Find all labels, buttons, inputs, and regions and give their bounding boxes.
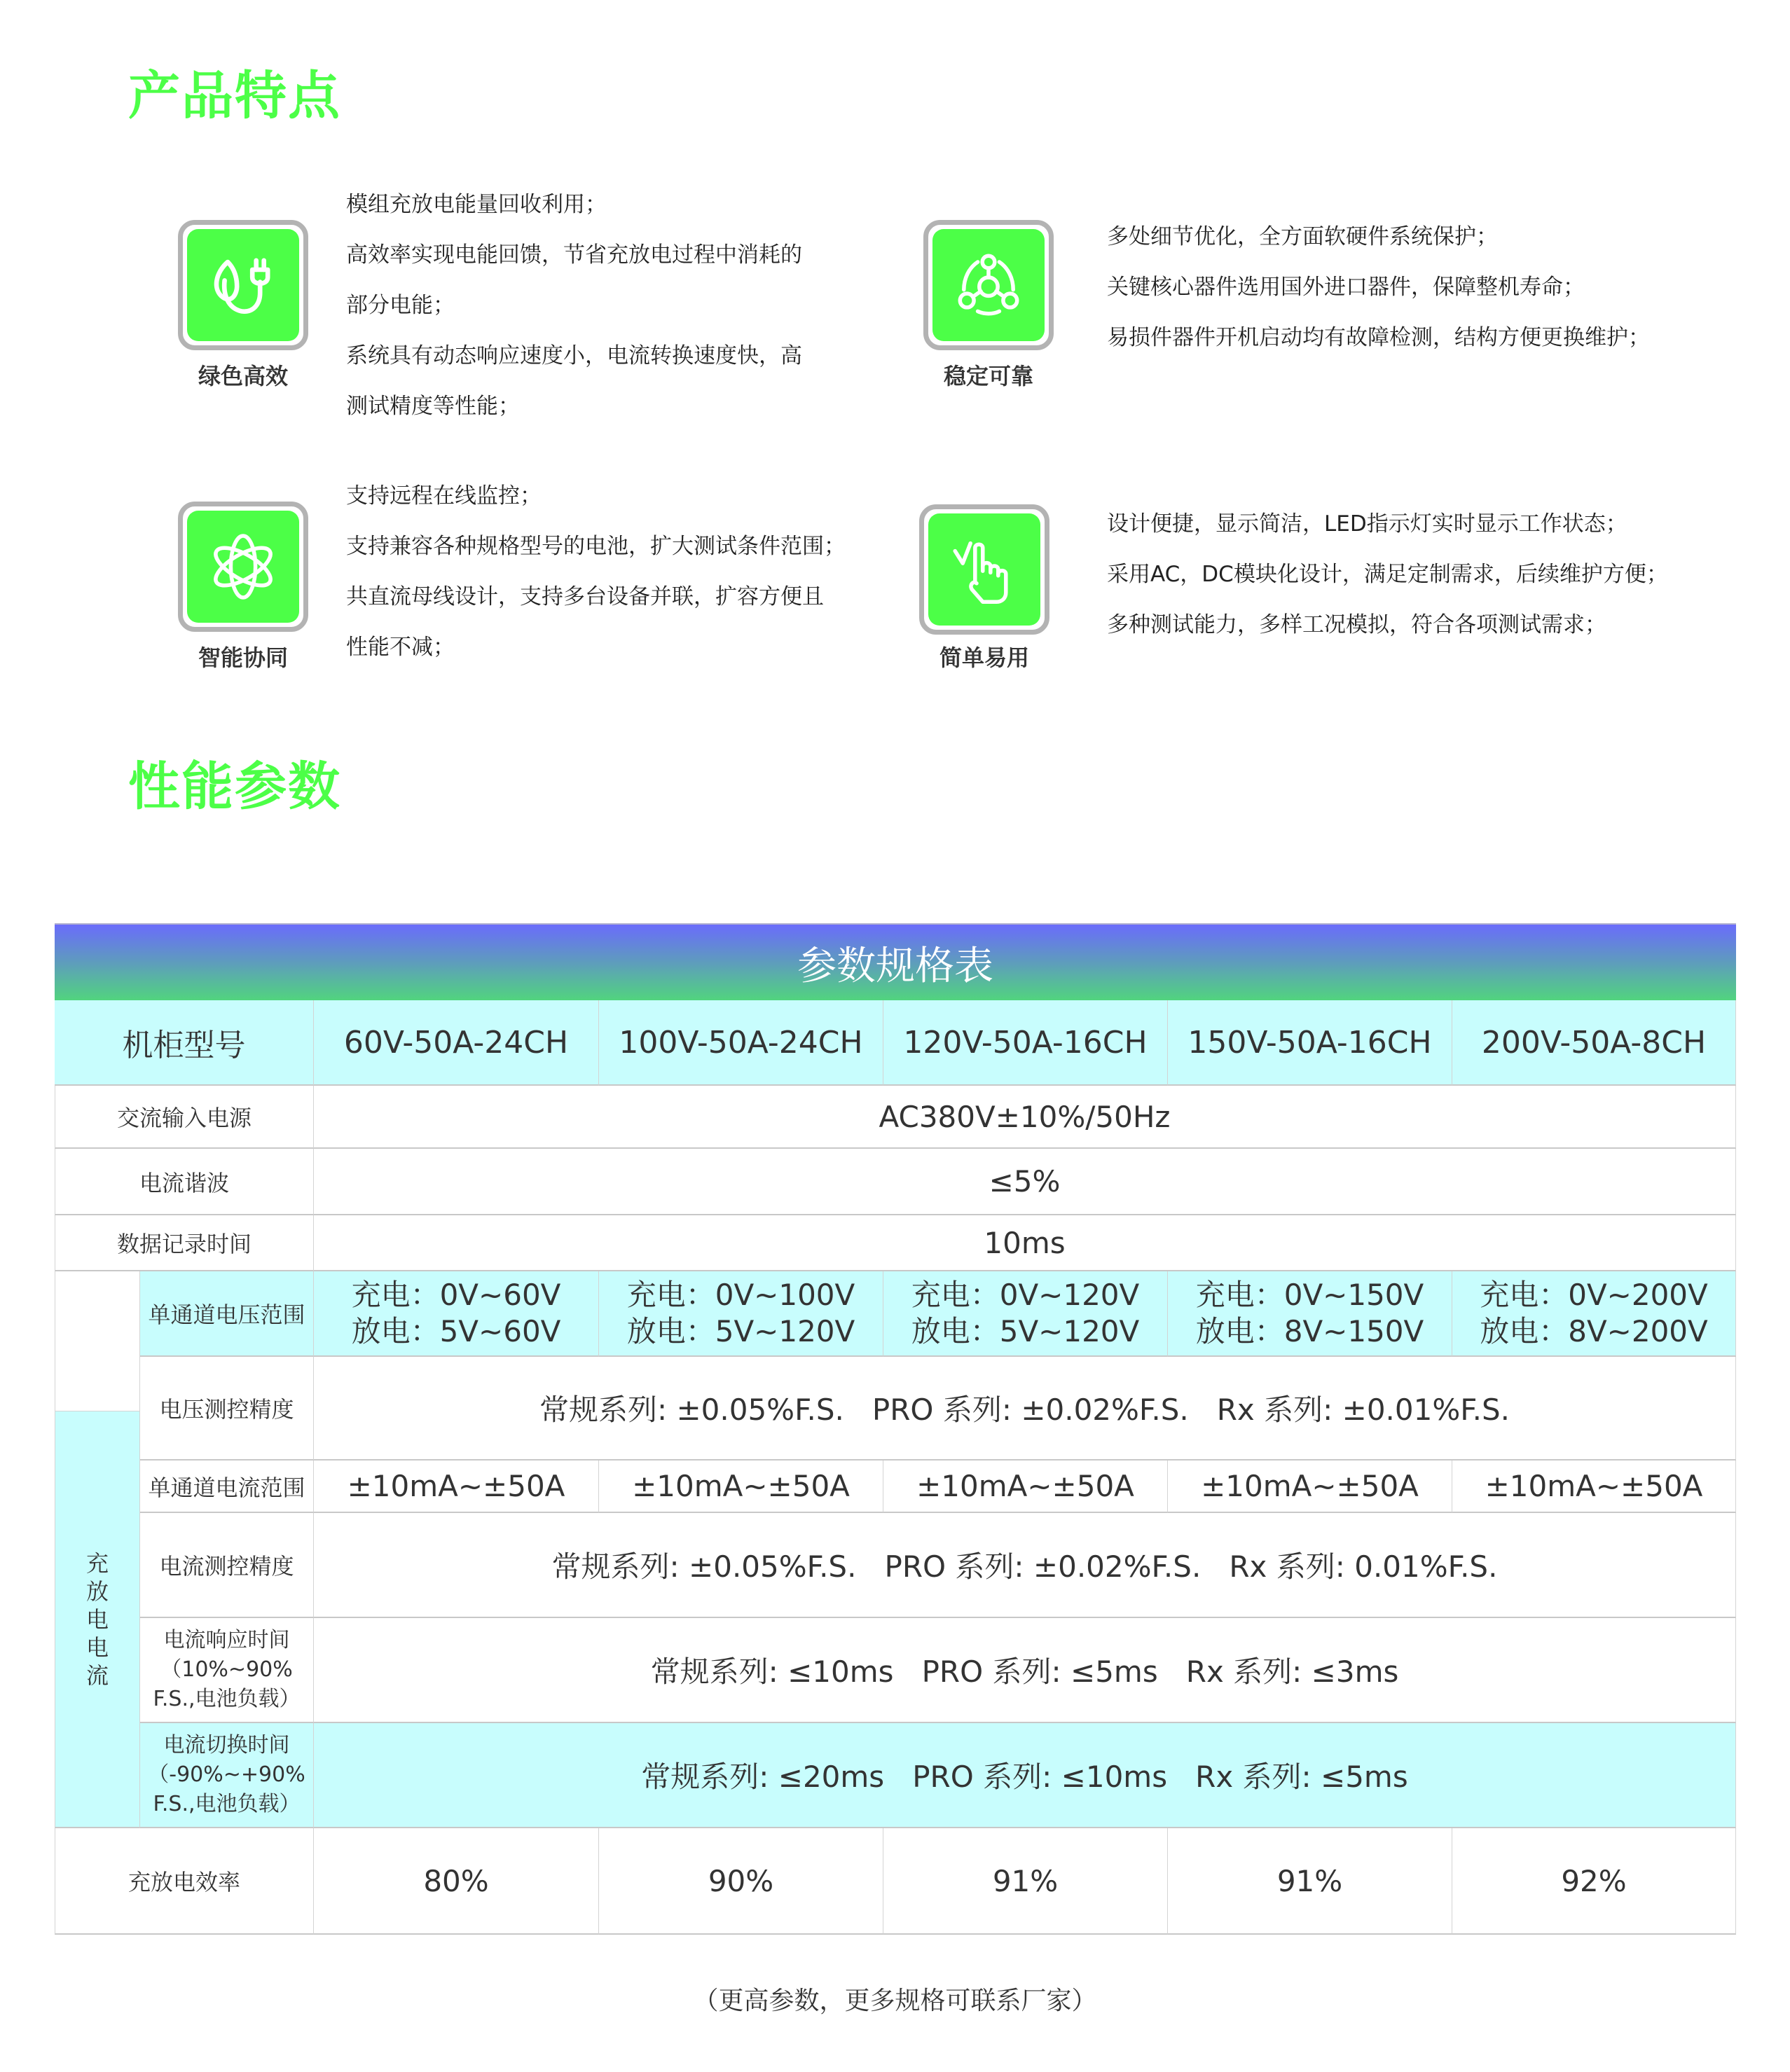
feature-line: 共直流母线设计，支持多台设备并联，扩容方便且 (346, 584, 824, 609)
row-label-line: 电流响应时间 (163, 1628, 290, 1652)
group-label-char: 充 (85, 1549, 109, 1577)
feature-line: 支持兼容各种规格型号的电池，扩大测试条件范围； (346, 534, 846, 559)
row-label: 电压测控精度 (140, 1357, 314, 1460)
spec-table (55, 923, 1736, 1936)
feature-description (346, 471, 846, 672)
row-label: 电流测控精度 (140, 1513, 314, 1618)
row-label-line: 电流切换时间 (163, 1733, 290, 1757)
row-value: 常规系列: ±0.05%F.S. PRO 系列: ±0.02%F.S. Rx 系列: 0.01%F.S. (314, 1513, 1736, 1618)
row-value: 常规系列: ≤20ms PRO 系列: ≤10ms Rx 系列: ≤5ms (314, 1723, 1736, 1828)
atom-icon (205, 528, 282, 605)
hand-pointer-check-icon (946, 531, 1023, 608)
feature-line: 系统具有动态响应速度小，电流转换速度快，高 (346, 343, 802, 368)
charge-range: 充电：0V~120V (911, 1278, 1140, 1312)
row-label-line: （10%~90% (160, 1657, 293, 1682)
row-label (140, 1618, 314, 1723)
discharge-range: 放电：5V~120V (911, 1314, 1140, 1348)
discharge-range: 放电：8V~200V (1480, 1314, 1708, 1348)
feature-line: 部分电能； (346, 293, 455, 318)
leaf-plug-icon (205, 247, 282, 324)
row-label: 单通道电压范围 (140, 1271, 314, 1357)
efficiency-cell: 80% (314, 1828, 599, 1935)
efficiency-cell: 92% (1452, 1828, 1736, 1935)
voltage-range-cell (314, 1271, 599, 1357)
efficiency-cell: 91% (883, 1828, 1168, 1935)
current-range-cell: ±10mA~±50A (599, 1460, 883, 1513)
row-label: 充放电效率 (55, 1828, 314, 1935)
feature-label: 简单易用 (939, 644, 1029, 671)
footnote: （更高参数，更多规格可联系厂家） (693, 1987, 1097, 2015)
current-range-cell: ±10mA~±50A (314, 1460, 599, 1513)
header-model-cell: 150V-50A-16CH (1168, 1000, 1452, 1086)
voltage-range-cell (1168, 1271, 1452, 1357)
efficiency-cell: 90% (599, 1828, 883, 1935)
row-value: 10ms (314, 1215, 1736, 1271)
feature-description (1107, 499, 1668, 650)
header-model-cell: 60V-50A-24CH (314, 1000, 599, 1086)
current-range-cell: ±10mA~±50A (883, 1460, 1168, 1513)
feature-description (346, 179, 802, 431)
group-label-char: 电 (85, 1605, 109, 1633)
feature-line: 支持远程在线监控； (346, 483, 542, 509)
feature-line: 多种测试能力，多样工况模拟，符合各项测试需求； (1107, 612, 1606, 637)
specs-section-title: 性能参数 (128, 757, 341, 817)
discharge-range: 放电：5V~120V (626, 1314, 855, 1348)
feature-icon-tile (178, 502, 308, 632)
spec-table-title: 参数规格表 (55, 923, 1736, 1002)
feature-line: 模组充放电能量回收利用； (346, 192, 607, 217)
feature-line: 关键核心器件选用国外进口器件，保障整机寿命； (1107, 275, 1585, 300)
row-label-line: F.S.,电池负载） (153, 1792, 301, 1816)
feature-line: 测试精度等性能； (346, 394, 520, 419)
row-label: 电流谐波 (55, 1149, 314, 1215)
group-label-char: 放 (85, 1577, 109, 1605)
header-model-cell: 120V-50A-16CH (883, 1000, 1168, 1086)
group-cell-blank (55, 1271, 140, 1411)
row-label-line: F.S.,电池负载） (153, 1687, 301, 1711)
feature-line: 设计便捷，显示简洁，LED指示灯实时显示工作状态； (1107, 511, 1627, 537)
charge-range: 充电：0V~150V (1195, 1278, 1424, 1312)
current-range-cell: ±10mA~±50A (1452, 1460, 1736, 1513)
feature-line: 性能不减； (346, 635, 455, 660)
header-model-cell: 100V-50A-24CH (599, 1000, 883, 1086)
feature-line: 高效率实现电能回馈，节省充放电过程中消耗的 (346, 242, 802, 268)
features-section-title: 产品特点 (128, 66, 341, 126)
charge-range: 充电：0V~100V (626, 1278, 855, 1312)
feature-line: 多处细节优化，全方面软硬件系统保护； (1107, 224, 1498, 249)
feature-icon-tile (923, 220, 1054, 350)
row-value: ≤5% (314, 1149, 1736, 1215)
row-label: 数据记录时间 (55, 1215, 314, 1271)
feature-line: 易损件器件开机启动均有故障检测，结构方便更换维护； (1107, 325, 1650, 350)
row-label (140, 1723, 314, 1828)
discharge-range: 放电：8V~150V (1195, 1314, 1424, 1348)
feature-icon-tile (919, 504, 1049, 635)
feature-label: 绿色高效 (198, 363, 288, 389)
group-label-char: 流 (85, 1662, 109, 1689)
network-nodes-icon (950, 247, 1027, 324)
voltage-range-cell (599, 1271, 883, 1357)
feature-label: 稳定可靠 (943, 363, 1033, 389)
feature-description (1107, 212, 1650, 363)
charge-range: 充电：0V~200V (1480, 1278, 1708, 1312)
feature-line: 采用AC，DC模块化设计，满足定制需求，后续维护方便； (1107, 562, 1668, 587)
header-label-cell: 机柜型号 (55, 1000, 314, 1086)
row-label-line: （-90%~+90% (148, 1762, 305, 1787)
feature-label: 智能协同 (198, 644, 288, 671)
row-value: 常规系列: ±0.05%F.S. PRO 系列: ±0.02%F.S. Rx 系列: ±0.01%F.S. (314, 1357, 1736, 1460)
charge-range: 充电：0V~60V (351, 1278, 561, 1312)
group-label-cell (55, 1411, 140, 1828)
voltage-range-cell (1452, 1271, 1736, 1357)
voltage-range-cell (883, 1271, 1168, 1357)
current-range-cell: ±10mA~±50A (1168, 1460, 1452, 1513)
feature-icon-tile (178, 220, 308, 350)
header-model-cell: 200V-50A-8CH (1452, 1000, 1736, 1086)
group-label-char: 电 (85, 1634, 109, 1661)
row-label: 单通道电流范围 (140, 1460, 314, 1513)
row-value: AC380V±10%/50Hz (314, 1086, 1736, 1149)
discharge-range: 放电：5V~60V (351, 1314, 561, 1348)
efficiency-cell: 91% (1168, 1828, 1452, 1935)
row-value: 常规系列: ≤10ms PRO 系列: ≤5ms Rx 系列: ≤3ms (314, 1618, 1736, 1723)
row-label: 交流输入电源 (55, 1086, 314, 1149)
